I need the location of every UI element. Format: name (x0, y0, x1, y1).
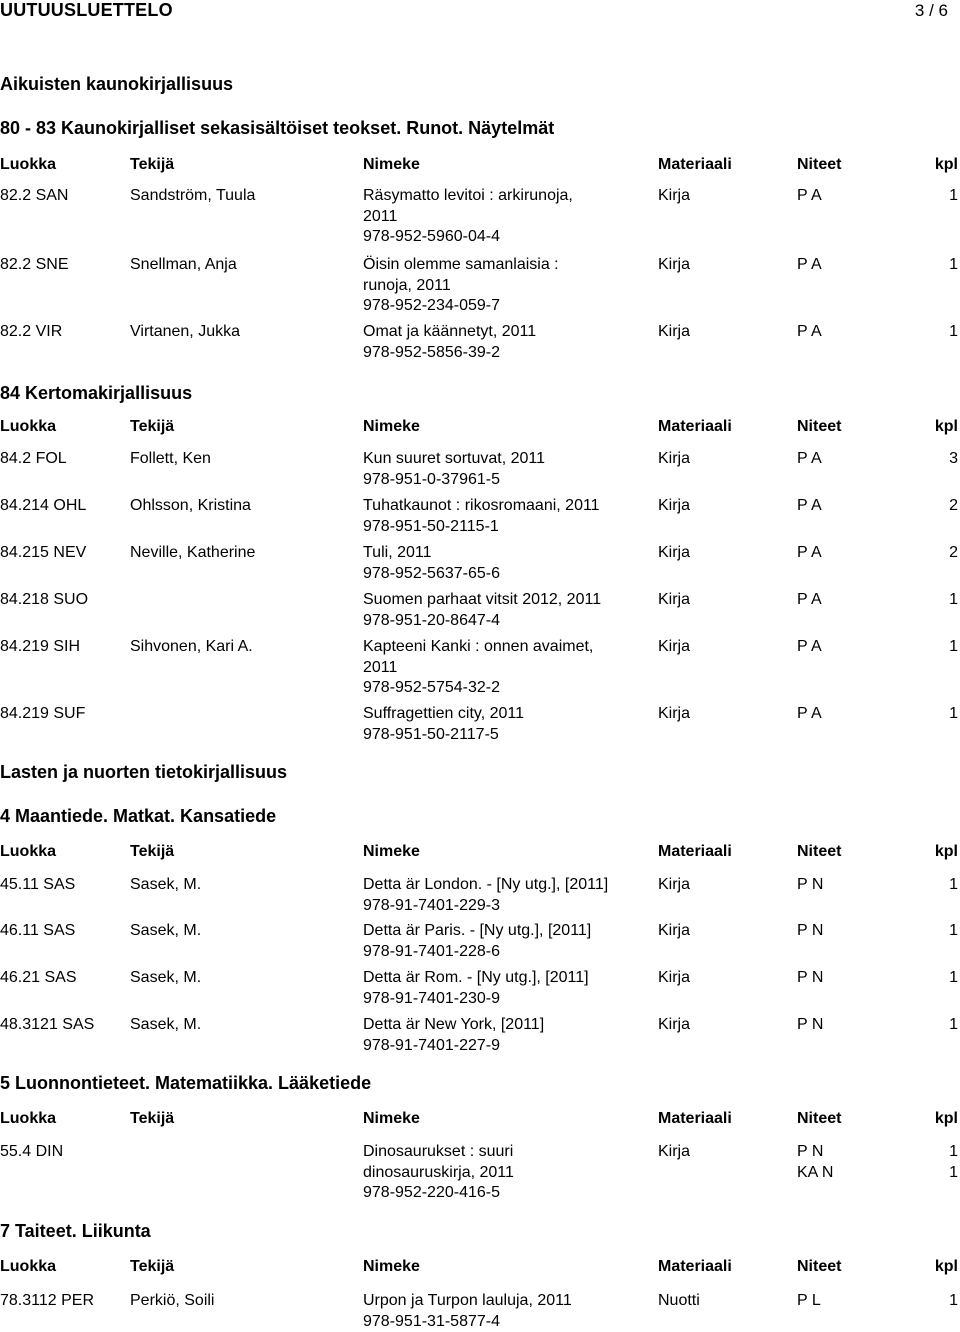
column-header-kpl: kpl (934, 418, 958, 435)
copy-count: 3 (949, 450, 958, 467)
copy-count: 1 (949, 638, 958, 655)
class-code: 84.219 SUF (0, 705, 86, 722)
isbn: 978-952-234-059-7 (363, 297, 500, 314)
isbn: 978-91-7401-228-6 (363, 942, 500, 960)
column-header-niteet: Niteet (797, 1110, 842, 1127)
audience-heading: Lasten ja nuorten tietokirjallisuus (0, 762, 288, 782)
column-header-luokka: Luokka (0, 156, 57, 173)
section-heading: 5 Luonnontieteet. Matematiikka. Lääketiede (0, 1073, 372, 1093)
section-heading: 4 Maantiede. Matkat. Kansatiede (0, 806, 277, 826)
title-line: 2011 (363, 207, 398, 225)
column-header-nimeke: Nimeke (363, 843, 420, 860)
column-header-kpl: kpl (934, 843, 958, 860)
class-code: 46.21 SAS (0, 969, 77, 986)
author: Neville, Katherine (130, 544, 256, 561)
isbn: 978-952-220-416-5 (363, 1184, 500, 1201)
author: Virtanen, Jukka (130, 323, 240, 340)
author: Sasek, M. (130, 876, 202, 893)
title-line: runoja, 2011 (363, 276, 451, 294)
isbn: 978-91-7401-230-9 (363, 989, 500, 1007)
copy-count: 1 (949, 1016, 958, 1033)
column-header-nimeke: Nimeke (363, 1110, 420, 1127)
column-header-kpl: kpl (934, 156, 958, 173)
class-code: 84.214 OHL (0, 497, 87, 514)
class-code: 46.11 SAS (0, 922, 76, 939)
isbn: 978-952-5960-04-4 (363, 228, 500, 245)
material-type: Kirja (658, 705, 691, 722)
material-type: Kirja (658, 187, 691, 204)
title-line: Detta är Rom. - [Ny utg.], [2011] (363, 969, 589, 986)
title-line: dinosauruskirja, 2011 (363, 1163, 514, 1181)
copy-location: P L (797, 1292, 821, 1309)
column-header-materiaali: Materiaali (658, 156, 732, 173)
copy-location: P A (797, 256, 822, 273)
top-bar (0, 0, 960, 24)
copy-location: P N (797, 1143, 824, 1160)
column-header-luokka: Luokka (0, 843, 57, 860)
author: Sasek, M. (130, 969, 202, 986)
column-header-tekija: Tekijä (130, 1110, 175, 1127)
title-line: Detta är New York, [2011] (363, 1016, 545, 1033)
column-header-tekija: Tekijä (130, 843, 175, 860)
author: Sihvonen, Kari A. (130, 638, 253, 655)
material-type: Kirja (658, 1016, 691, 1033)
class-code: 82.2 VIR (0, 323, 63, 340)
material-type: Kirja (658, 969, 691, 986)
title-line: Detta är London. - [Ny utg.], [2011] (363, 876, 609, 893)
copy-count: 1 (949, 591, 958, 608)
column-header-niteet: Niteet (797, 418, 842, 435)
copy-count: 1 (949, 876, 958, 893)
column-header-materiaali: Materiaali (658, 843, 732, 860)
column-header-materiaali: Materiaali (658, 1258, 732, 1275)
class-code: 48.3121 SAS (0, 1016, 95, 1033)
column-header-materiaali: Materiaali (658, 1110, 732, 1127)
title-line: Suomen parhaat vitsit 2012, 2011 (363, 591, 602, 608)
column-header-tekija: Tekijä (130, 1258, 175, 1275)
isbn: 978-951-31-5877-4 (363, 1312, 500, 1330)
title-line: Dinosaurukset : suuri (363, 1143, 514, 1160)
copy-count: 2 (949, 497, 958, 514)
copy-location: P A (797, 187, 822, 204)
section-heading: 7 Taiteet. Liikunta (0, 1221, 151, 1241)
material-type: Kirja (658, 323, 691, 340)
class-code: 84.2 FOL (0, 450, 67, 467)
copy-location: P A (797, 638, 822, 655)
page-number: 3 / 6 (914, 1, 948, 20)
column-header-tekija: Tekijä (130, 156, 175, 173)
copy-count: 1 (949, 1163, 958, 1181)
isbn: 978-91-7401-227-9 (363, 1036, 500, 1054)
isbn: 978-952-5754-32-2 (363, 679, 500, 696)
author: Snellman, Anja (130, 256, 237, 273)
title-line: 2011 (363, 658, 398, 676)
column-header-tekija: Tekijä (130, 418, 175, 435)
column-header-kpl: kpl (934, 1110, 958, 1127)
author: Perkiö, Soili (130, 1292, 215, 1309)
section-heading: 80 - 83 Kaunokirjalliset sekasisältöiset teokset. Runot. Näytelmät (0, 118, 555, 138)
copy-location: KA N (797, 1163, 834, 1181)
column-header-nimeke: Nimeke (363, 156, 420, 173)
title-line: Omat ja käännetyt, 2011 (363, 323, 537, 340)
title-line: Urpon ja Turpon lauluja, 2011 (363, 1292, 572, 1309)
title-line: Suffragettien city, 2011 (363, 705, 524, 722)
material-type: Kirja (658, 256, 691, 273)
title-line: Räsymatto levitoi : arkirunoja, (363, 187, 573, 204)
material-type: Kirja (658, 544, 691, 561)
material-type: Nuotti (658, 1292, 700, 1309)
author: Ohlsson, Kristina (130, 497, 251, 514)
class-code: 82.2 SAN (0, 187, 69, 204)
copy-count: 1 (949, 187, 958, 204)
column-header-niteet: Niteet (797, 1258, 842, 1275)
column-header-niteet: Niteet (797, 156, 842, 173)
copy-count: 1 (949, 969, 958, 986)
copy-count: 1 (949, 922, 958, 939)
class-code: 78.3112 PER (0, 1292, 94, 1309)
copy-location: P N (797, 876, 824, 893)
author: Follett, Ken (130, 450, 211, 467)
title-line: Detta är Paris. - [Ny utg.], [2011] (363, 922, 592, 939)
title-line: Kapteeni Kanki : onnen avaimet, (363, 638, 594, 655)
class-code: 84.215 NEV (0, 544, 87, 561)
copy-location: P A (797, 497, 822, 514)
material-type: Kirja (658, 638, 691, 655)
class-code: 84.219 SIH (0, 638, 81, 655)
column-header-nimeke: Nimeke (363, 418, 420, 435)
copy-count: 1 (949, 256, 958, 273)
author: Sasek, M. (130, 922, 202, 939)
isbn: 978-951-20-8647-4 (363, 611, 500, 629)
title-line: Tuhatkaunot : rikosromaani, 2011 (363, 497, 600, 514)
class-code: 84.218 SUO (0, 591, 89, 608)
isbn: 978-951-50-2117-5 (363, 725, 499, 743)
author: Sandström, Tuula (130, 187, 256, 204)
document-title: UUTUUSLUETTELO (0, 0, 173, 20)
title-line: Kun suuret sortuvat, 2011 (363, 450, 546, 467)
isbn: 978-952-5856-39-2 (363, 343, 500, 361)
audience-heading: Aikuisten kaunokirjallisuus (0, 74, 234, 94)
copy-count: 2 (949, 544, 958, 561)
copy-count: 1 (949, 705, 958, 722)
isbn: 978-951-50-2115-1 (363, 517, 499, 535)
column-header-materiaali: Materiaali (658, 418, 732, 435)
isbn: 978-91-7401-229-3 (363, 896, 500, 914)
class-code: 82.2 SNE (0, 256, 69, 273)
class-code: 45.11 SAS (0, 876, 76, 893)
isbn: 978-952-5637-65-6 (363, 564, 500, 582)
copy-location: P A (797, 323, 822, 340)
title-line: Tuli, 2011 (363, 544, 432, 561)
copy-count: 1 (949, 1143, 958, 1160)
title-line: Öisin olemme samanlaisia : (363, 256, 559, 273)
class-code: 55.4 DIN (0, 1143, 64, 1160)
material-type: Kirja (658, 876, 691, 893)
material-type: Kirja (658, 922, 691, 939)
column-header-nimeke: Nimeke (363, 1258, 420, 1275)
column-header-luokka: Luokka (0, 1110, 57, 1127)
column-header-niteet: Niteet (797, 843, 842, 860)
material-type: Kirja (658, 450, 691, 467)
section-heading: 84 Kertomakirjallisuus (0, 383, 193, 403)
material-type: Kirja (658, 497, 691, 514)
material-type: Kirja (658, 1143, 691, 1160)
author: Sasek, M. (130, 1016, 202, 1033)
copy-count: 1 (949, 323, 958, 340)
column-header-luokka: Luokka (0, 418, 57, 435)
copy-location: P A (797, 450, 822, 467)
copy-location: P A (797, 591, 822, 608)
copy-count: 1 (949, 1292, 958, 1309)
copy-location: P A (797, 705, 822, 722)
copy-location: P N (797, 969, 824, 986)
column-header-luokka: Luokka (0, 1258, 57, 1275)
isbn: 978-951-0-37961-5 (363, 470, 500, 488)
copy-location: P A (797, 544, 822, 561)
material-type: Kirja (658, 591, 691, 608)
column-header-kpl: kpl (934, 1258, 958, 1275)
copy-location: P N (797, 922, 824, 939)
copy-location: P N (797, 1016, 824, 1033)
